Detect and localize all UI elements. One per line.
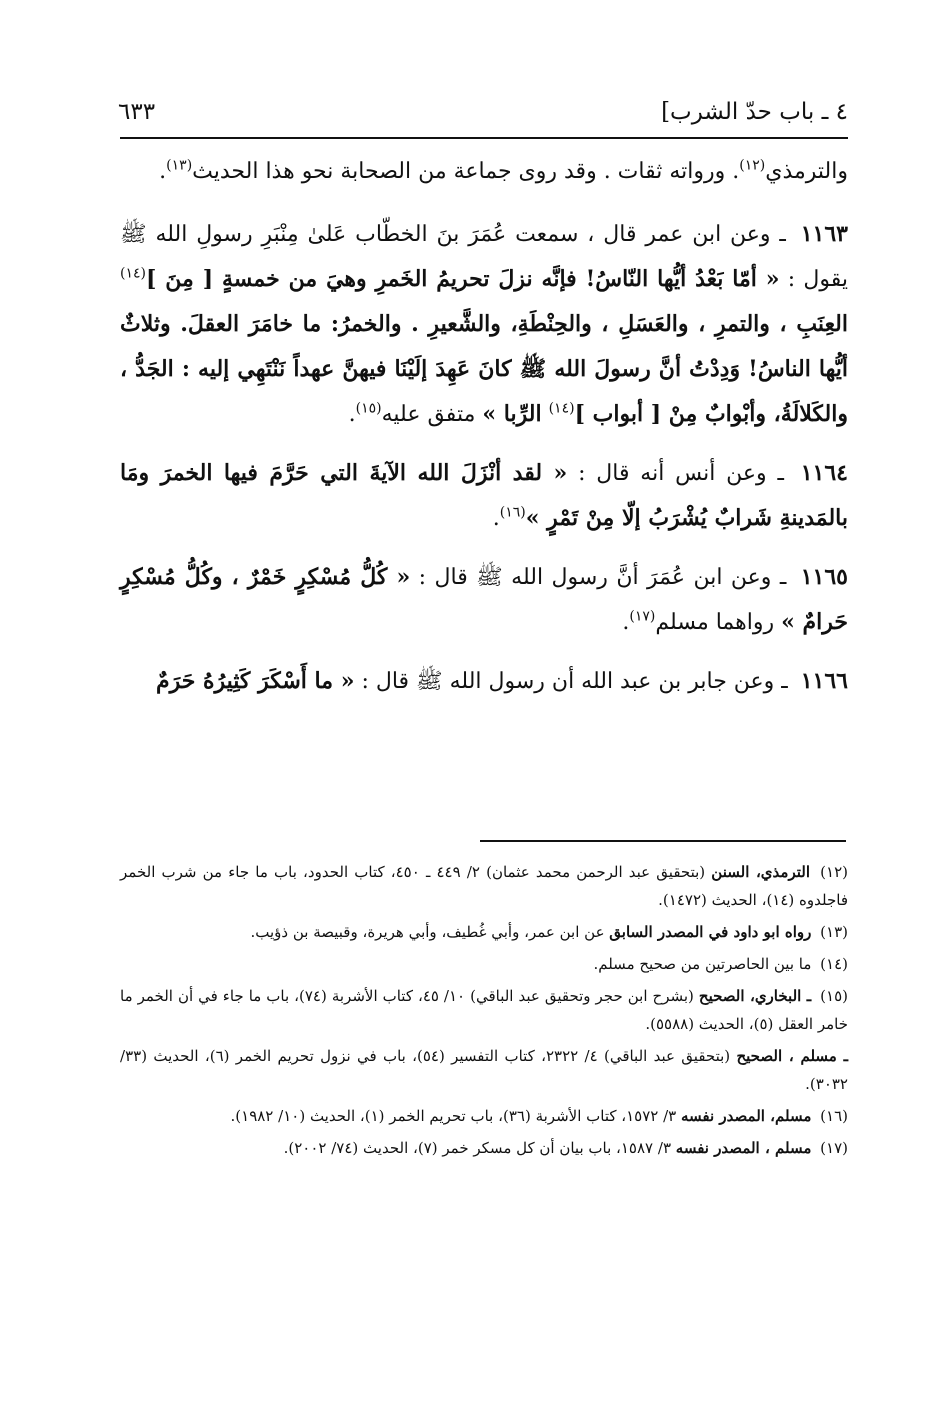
footnote-14 [120, 950, 848, 978]
footnote-source: مسلم، المصدر نفسه [681, 1107, 812, 1125]
footnote-number: (١٧) [820, 1139, 848, 1157]
footnote-15 [120, 982, 848, 1038]
footnote-15-b [120, 1042, 848, 1098]
hadith-tail: متفق عليه [381, 402, 476, 427]
footnote-ref: (١٦) [499, 504, 526, 521]
hadith-lead: ـ وعن ابن عُمَرَ أنَّ رسول الله ﷺ قال : [418, 565, 787, 590]
hadith-lead: ـ وعن جابر بن عبد الله أن رسول الله ﷺ قال : [361, 669, 788, 694]
hadith-end: . [492, 506, 500, 531]
intro-text: والترمذي [765, 159, 848, 184]
main-text [120, 150, 848, 718]
footnotes-rule [480, 840, 846, 842]
hadith-lead: ـ وعن ابن عمر قال ، سمعت عُمَرَ بنَ الخطّاب عَلىٰ مِنْبَرِ رسولِ الله ﷺ يقول : [120, 222, 849, 292]
footnote-12 [120, 858, 848, 914]
hadith-quote-2: العِنَبِ ، والتمرِ ، والعَسَلِ ، والحِنْطَةِ، والشَّعيرِ . والخمرُ: ما خامَرَ العقلَ. وثلاثٌ أيُّها الناسُ! وَدِدْتُ أنَّ رسولَ الله ﷺ كانَ عَهِدَ إلَيْنَا فيهنَّ عهداً نَنْتَهِي إليه : الجَدُّ ، والكَلالَةُ، وأبْوابٌ مِنْ [ أبواب ] [120, 311, 848, 427]
footnotes [120, 858, 848, 1166]
footnote-text: (بشرح ابن حجر وتحقيق عبد الباقي) ١٠/ ٤٥، كتاب الأشربة (٧٤)، باب ما جاء في أن الخمر ما خامر العقل (٥)، الحديث (٥٥٨٨). [120, 987, 848, 1033]
hadith-paragraph-1166 [120, 659, 848, 704]
footnote-source: الترمذي، السنن [711, 863, 810, 881]
hadith-quote: « كُلُّ مُسْكِرٍ خَمْرٌ ، وكُلُّ مُسْكِرٍ حَرامٌ » [120, 564, 848, 635]
hadith-number: ١١٦٥ [800, 564, 848, 590]
intro-paragraph [120, 150, 848, 194]
header-rule [120, 137, 848, 139]
footnote-ref: (١٤) [548, 400, 575, 417]
hadith-quote-3: الرِّبا » [482, 401, 542, 427]
footnote-ref: (١٣) [166, 157, 193, 174]
footnote-ref: (١٧) [629, 608, 656, 625]
hadith-tail: رواهما مسلم [655, 610, 775, 635]
footnote-text: عن ابن عمر، وأبي غُطيف، وأبي هريرة، وقبيصة بن ذؤيب. [250, 923, 605, 941]
footnote-17 [120, 1134, 848, 1162]
running-header [118, 92, 848, 132]
hadith-number: ١١٦٦ [800, 668, 848, 694]
footnote-ref: (١٢) [739, 157, 766, 174]
hadith-lead: ـ وعن أنس أنه قال : [578, 461, 784, 486]
chapter-title: ٤ ـ باب حدّ الشرب] [661, 99, 848, 125]
hadith-number: ١١٦٣ [800, 221, 848, 247]
footnote-source: ـ مسلم ، الصحيح [736, 1047, 848, 1065]
footnote-text: (بتحقيق عبد الرحمن محمد عثمان) ٢/ ٤٤٩ ـ ٤٥٠، كتاب الحدود، باب ما جاء من شرب الخمر فاجلدوه (١٤)، الحديث (١٤٧٢). [120, 863, 848, 909]
intro-end: . [159, 159, 167, 184]
footnote-ref: (١٥) [355, 400, 382, 417]
footnote-text: ٣/ ١٥٨٧، باب بيان أن كل مسكر خمر (٧)، الحديث (٧٤/ ٢٠٠٢). [283, 1139, 671, 1157]
footnote-number: (١٣) [820, 923, 848, 941]
footnote-text: ٣/ ١٥٧٢، كتاب الأشربة (٣٦)، باب تحريم الخمر (١)، الحديث (١٠/ ١٩٨٢). [230, 1107, 677, 1125]
footnote-13 [120, 918, 848, 946]
hadith-paragraph-1163 [120, 212, 848, 437]
hadith-end: . [348, 402, 356, 427]
footnote-number: (١٦) [820, 1107, 848, 1125]
footnote-source: مسلم ، المصدر نفسه [675, 1139, 812, 1157]
hadith-paragraph-1165 [120, 555, 848, 645]
hadith-quote: « لقد أنْزَلَ الله الآيةَ التي حَرَّمَ فيها الخمرَ ومَا بالمَدينةِ شَرابٌ يُشْرَبُ إلّا مِنْ تَمْرٍ » [120, 460, 848, 531]
footnote-text: (بتحقيق عبد الباقي) ٤/ ٢٣٢٢، كتاب التفسير (٥٤)، باب في نزول تحريم الخمر (٦)، الحديث (٣٣/ ٣٠٣٢). [120, 1047, 848, 1093]
footnote-16 [120, 1102, 848, 1130]
hadith-end: . [622, 610, 630, 635]
footnote-text: ما بين الحاصرتين من صحيح مسلم. [593, 955, 812, 973]
hadith-quote: « أمّا بَعْدُ أيُّها النّاسُ! فإنَّه نزلَ تحريمُ الخَمرِ وهيَ من خمسةٍ [ مِنَ ] [145, 266, 780, 292]
footnote-number: (١٢) [820, 863, 848, 881]
footnote-number: (١٥) [820, 987, 849, 1005]
hadith-quote: « ما أَسْكَرَ كَثِيرُهُ حَرَمٌ [155, 668, 355, 694]
footnote-source: رواه ابو داود في المصدر السابق [609, 923, 812, 941]
intro-text-2: . ورواته ثقات . وقد روى جماعة من الصحابة نحو هذا الحديث [192, 159, 740, 184]
page-number: ٦٣٣ [118, 99, 156, 125]
hadith-paragraph-1164 [120, 451, 848, 541]
hadith-number: ١١٦٤ [800, 460, 848, 486]
footnote-source: ـ البخاري، الصحيح [698, 987, 812, 1005]
footnote-number: (١٤) [820, 955, 848, 973]
footnote-ref: (١٤) [120, 265, 146, 282]
